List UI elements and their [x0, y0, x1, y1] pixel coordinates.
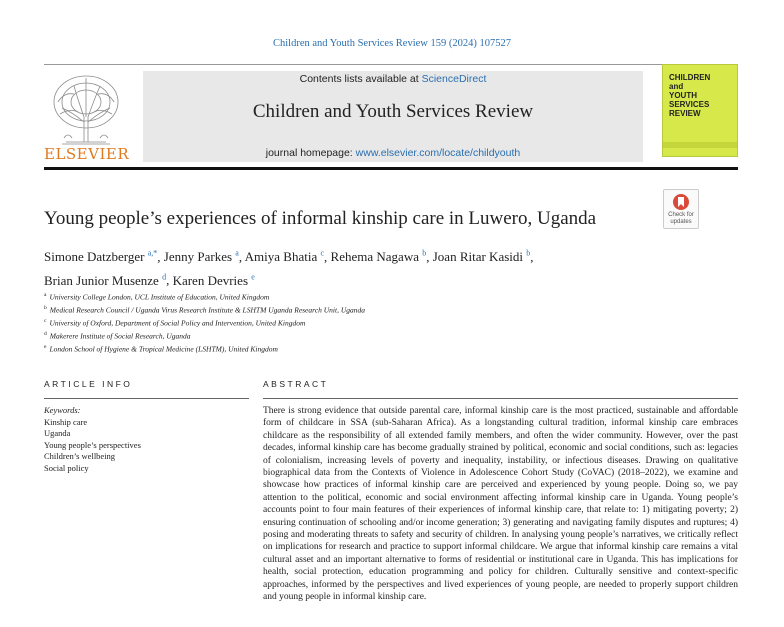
- affiliation: $^e$ London School of Hygiene & Tropical Medicine (LSHTM), United Kingdom: [44, 344, 278, 354]
- article-info-heading: ARTICLE INFO: [44, 379, 133, 389]
- affiliation: $^b$ Medical Research Council / Uganda Virus Research Institute & LSHTM Uganda Research Unit, Uganda: [44, 305, 365, 315]
- homepage-line: [143, 147, 643, 159]
- keyword: Children’s wellbeing: [44, 451, 116, 461]
- affiliation: $^a$ University College London, UCL Institute of Education, United Kingdom: [44, 292, 270, 302]
- contents-prefix: Contents lists available at: [299, 73, 422, 85]
- journal-cover-thumbnail[interactable]: [662, 64, 738, 157]
- affiliation-list: [44, 290, 644, 355]
- header-bottom-rule: [44, 167, 738, 170]
- homepage-prefix: journal homepage:: [265, 147, 356, 159]
- keyword: Uganda: [44, 428, 71, 438]
- journal-title: Children and Youth Services Review: [252, 101, 534, 122]
- author[interactable]: Jenny Parkes $^a$: [163, 249, 239, 265]
- keyword: Young people’s perspectives: [44, 439, 141, 450]
- sciencedirect-link[interactable]: ScienceDirect: [421, 73, 487, 85]
- affiliation: $^c$ University of Oxford, Department of Social Policy and Intervention, United Kingdom: [44, 318, 306, 328]
- journal-reference[interactable]: Children and Youth Services Review 159 (2024) 107527: [273, 38, 511, 49]
- author-list: Simone Datzberger $^{a,*}$, Jenny Parkes $^a$, Amiya Bhatia $^c$, Rehema Nagawa $^b$, Joan Ritar Kasidi $^b$, Brian Junior Musenze $^d$, Karen Devries $^e$: [44, 249, 534, 288]
- cover-title: CHILDREN and YOUTH SERVICES REVIEW: [669, 73, 711, 118]
- contents-line: [143, 73, 643, 85]
- homepage-link[interactable]: www.elsevier.com/locate/childyouth: [355, 147, 521, 159]
- affiliation: $^d$ Makerere Institute of Social Research, Uganda: [44, 331, 191, 341]
- bookmark-icon: [672, 193, 690, 213]
- check-for-updates-label: Check for updates: [668, 212, 694, 225]
- abstract-text: There is strong evidence that outside parental care, informal kinship care is the most practiced, sustainable and affordable form of childcare in SSA (sub-Saharan Africa). As a longstanding cultural tradition, informal kinship care embraces childcare as the responsibility of all extended family members, and often the wider community. However, over the past decades, informal kinship care has become gradually strained by political, economic and social conditions, such as: legacies of colonialism, increasing levels of poverty and inequality, instability, or infectious diseases. Drawing on qualitative biographical data from the Contexts of Violence in Adolescence Cohort Study (CoVAC) (2018–2022), we examine and showcase how practices of informal kinship care are perceived and experienced by young people. Doing so, we pay attention to the political, economic and social environment affecting informal kinship care in Uganda. Young people’s accounts point to four main features of their experiences of informal kinship care, that relate to: 1) mitigating poverty; 2) ensuring continuation of schooling and/or income generation; 3) generating and navigating family disputes and ruptures; 4) posing and moderating threats to safety and security of children. In analysing young people’s narratives, we critically reflect on implications for research and practice to support informal childcare. We argue that informal kinship care remains a vital cultural asset and an important alternative to forms of residential or institutional care in Uganda. This has implications for health, social protection, education programming and policy for children. Culturally sensitive and context-specific approaches, informed by the perspectives and lived experiences of young people, are needed to properly support children and young people in informal kinship care.: [263, 406, 738, 603]
- keywords-list: [44, 405, 249, 474]
- check-for-updates-button[interactable]: [663, 189, 699, 229]
- header-top-rule: [44, 64, 738, 65]
- keyword: Kinship care: [44, 416, 88, 427]
- article-info-rule: [44, 398, 249, 399]
- abstract-heading: ABSTRACT: [263, 379, 329, 389]
- author[interactable]: Amiya Bhatia $^c$: [244, 249, 325, 265]
- author[interactable]: Rehema Nagawa $^b$: [330, 249, 427, 265]
- publisher-name: ELSEVIER: [44, 145, 130, 163]
- article-title: Young people’s experiences of informal kinship care in Luwero, Uganda: [44, 208, 597, 229]
- author[interactable]: Joan Ritar Kasidi $^b$: [432, 249, 531, 265]
- keyword: Social policy: [44, 462, 89, 473]
- author[interactable]: Karen Devries $^e$: [172, 272, 255, 288]
- keywords-label: Keywords:: [44, 405, 81, 415]
- author[interactable]: Simone Datzberger $^{a,*}$: [44, 249, 158, 265]
- cover-band: [663, 142, 737, 148]
- tree-icon: [54, 76, 118, 144]
- author[interactable]: Brian Junior Musenze $^d$: [44, 272, 167, 288]
- abstract-rule: [263, 398, 738, 399]
